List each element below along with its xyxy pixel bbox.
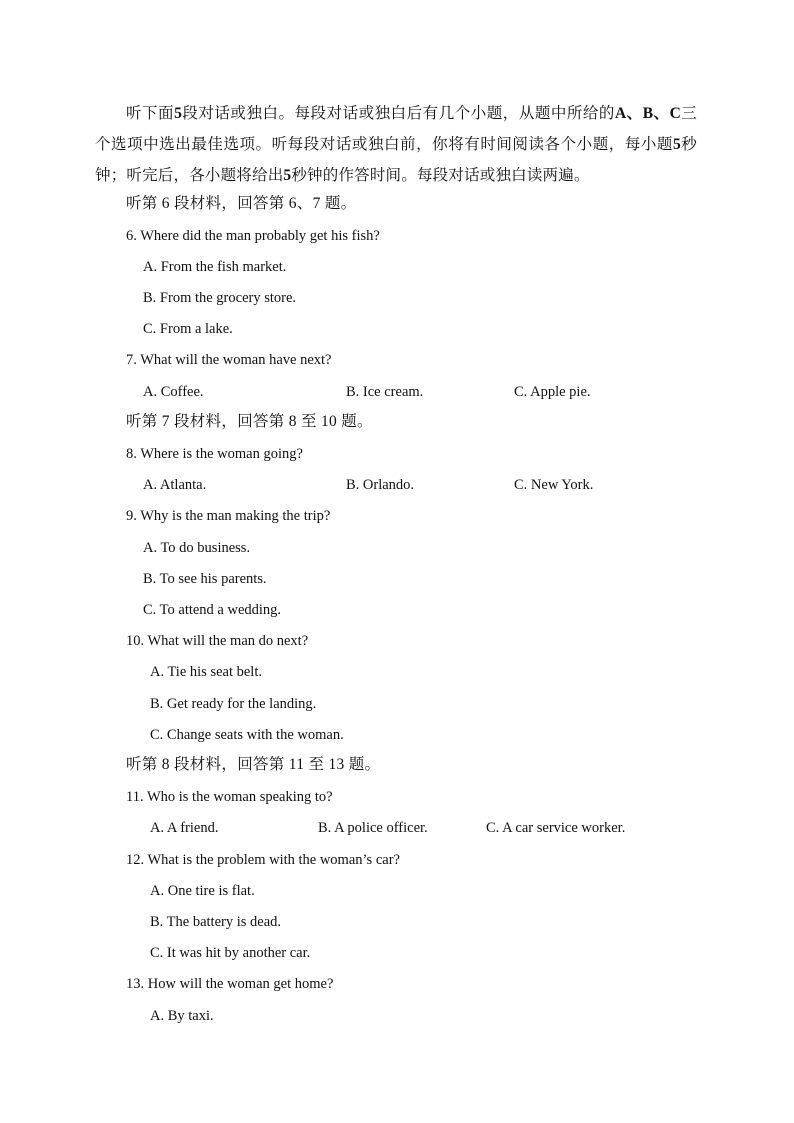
- question-10-stem: 10. What will the man do next?: [126, 633, 309, 649]
- question-11-option-b: B. A police officer.: [318, 820, 428, 836]
- question-7-option-c: C. Apple pie.: [514, 384, 591, 400]
- instructions-text: 三个选项中选出最佳选项。听每段对话或独白前，你将有时间阅读各个小题，每小题: [95, 105, 697, 153]
- question-9-stem: 9. Why is the man making the trip?: [126, 508, 331, 524]
- instructions-number: 5: [673, 136, 681, 153]
- question-8-option-a: A. Atlanta.: [143, 477, 207, 493]
- question-12-stem: 12. What is the problem with the woman’s car?: [126, 852, 400, 868]
- question-8-stem: 8. Where is the woman going?: [126, 446, 303, 462]
- question-6-stem: 6. Where did the man probably get his fish?: [126, 228, 380, 244]
- question-10-option-b: B. Get ready for the landing.: [150, 696, 317, 712]
- instructions-number: 5: [283, 167, 292, 184]
- instructions-text: 段对话或独白。每段对话或独白后有几个小题，从题中所给的: [182, 105, 615, 122]
- instructions-text: 听下面: [126, 105, 175, 122]
- question-7-option-b: B. Ice cream.: [346, 384, 424, 400]
- question-9-option-a: A. To do business.: [143, 540, 251, 556]
- question-11-stem: 11. Who is the woman speaking to?: [126, 789, 333, 805]
- question-12-option-c: C. It was hit by another car.: [150, 945, 311, 961]
- question-12-option-b: B. The battery is dead.: [150, 914, 282, 930]
- question-8-option-c: C. New York.: [514, 477, 594, 493]
- section-heading-7: 听第 7 段材料，回答第 8 至 10 题。: [126, 413, 373, 430]
- question-9-option-c: C. To attend a wedding.: [143, 602, 282, 618]
- question-7-option-a: A. Coffee.: [143, 384, 204, 400]
- section-heading-6: 听第 6 段材料，回答第 6、7 题。: [126, 195, 357, 212]
- question-13-option-a: A. By taxi.: [150, 1008, 214, 1024]
- question-11-option-a: A. A friend.: [150, 820, 219, 836]
- question-10-option-c: C. Change seats with the woman.: [150, 727, 344, 743]
- section-heading-8: 听第 8 段材料，回答第 11 至 13 题。: [126, 756, 381, 773]
- question-7-stem: 7. What will the woman have next?: [126, 352, 332, 368]
- question-6-option-c: C. From a lake.: [143, 321, 233, 337]
- instructions-options: A、B、C: [614, 105, 681, 122]
- question-10-option-a: A. Tie his seat belt.: [150, 664, 262, 680]
- question-8-option-b: B. Orlando.: [346, 477, 415, 493]
- instructions-text: 秒钟的作答时间。每段对话或独白读两遍。: [291, 167, 590, 184]
- question-12-option-a: A. One tire is flat.: [150, 883, 255, 899]
- instructions-number: 5: [174, 105, 183, 122]
- instructions-text: 秒钟；听完后，各小题将给出: [95, 136, 698, 184]
- question-11-option-c: C. A car service worker.: [486, 820, 626, 836]
- question-6-option-b: B. From the grocery store.: [143, 290, 297, 306]
- instructions-paragraph: [95, 98, 697, 191]
- question-6-option-a: A. From the fish market.: [143, 259, 287, 275]
- question-13-stem: 13. How will the woman get home?: [126, 976, 334, 992]
- question-9-option-b: B. To see his parents.: [143, 571, 267, 587]
